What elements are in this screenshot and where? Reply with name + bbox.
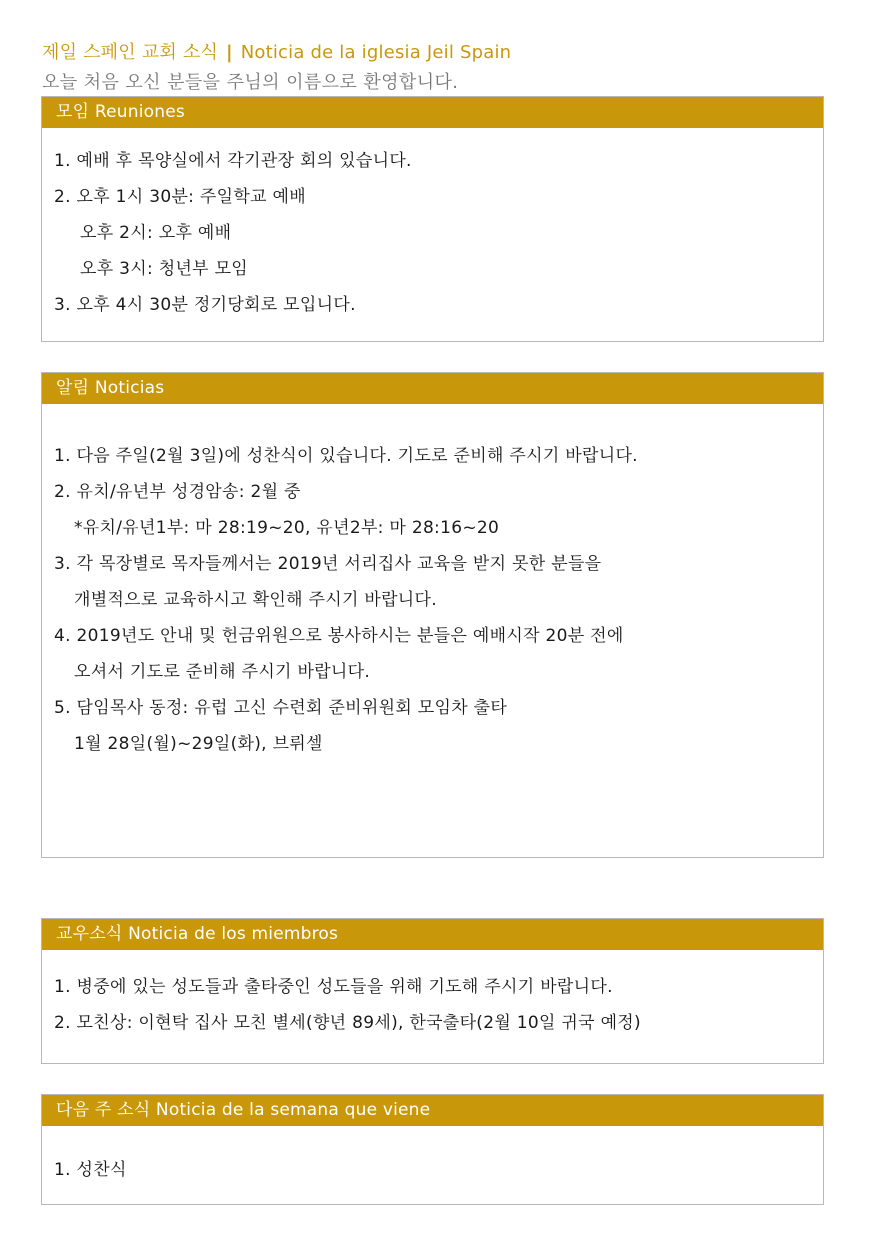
section-miembros — [41, 918, 824, 1064]
miembros-line-2: 2. 모친상: 이현탁 집사 모친 별세(향년 89세), 한국출타(2월 10일 귀국 예정) — [54, 1013, 641, 1033]
noticias-line-2: 2. 유치/유년부 성경암송: 2월 중 — [54, 482, 301, 502]
noticias-line-9: 1월 28일(월)~29일(화), 브뤼셀 — [74, 734, 323, 754]
miembros-line-1: 1. 병중에 있는 성도들과 출타중인 성도들을 위해 기도해 주시기 바랍니다. — [54, 977, 613, 997]
section-header-noticias: 알림 Noticias — [42, 373, 823, 404]
section-header-reuniones: 모임 Reuniones — [42, 97, 823, 128]
bulletin-title — [42, 38, 511, 64]
noticias-line-4: 3. 각 목장별로 목자들께서는 2019년 서리집사 교육을 받지 못한 분들을 — [54, 554, 602, 574]
noticias-line-5: 개별적으로 교육하시고 확인해 주시기 바랍니다. — [74, 590, 437, 610]
reuniones-line-4: 오후 3시: 청년부 모임 — [80, 259, 249, 279]
section-body-miembros — [42, 950, 823, 1041]
reuniones-line-1: 1. 예배 후 목양실에서 각기관장 회의 있습니다. — [54, 151, 412, 171]
reuniones-line-5: 3. 오후 4시 30분 정기당회로 모입니다. — [54, 295, 356, 315]
section-noticias — [41, 372, 824, 858]
noticias-line-3: *유치/유년1부: 마 28:19~20, 유년2부: 마 28:16~20 — [74, 518, 500, 538]
section-header-miembros: 교우소식 Noticia de los miembros — [42, 919, 823, 950]
noticias-line-1: 1. 다음 주일(2월 3일)에 성찬식이 있습니다. 기도로 준비해 주시기 바랍니다. — [54, 446, 638, 466]
section-body-noticias — [42, 404, 823, 762]
section-header-semana: 다음 주 소식 Noticia de la semana que viene — [42, 1095, 823, 1126]
welcome-subtitle: 오늘 처음 오신 분들을 주님의 이름으로 환영합니다. — [42, 72, 459, 93]
title-spanish: Noticia de la iglesia Jeil Spain — [240, 42, 512, 63]
section-reuniones — [41, 96, 824, 342]
section-semana — [41, 1094, 824, 1205]
semana-line-1: 1. 성찬식 — [54, 1160, 127, 1180]
reuniones-line-2: 2. 오후 1시 30분: 주일학교 예배 — [54, 187, 306, 207]
noticias-line-6: 4. 2019년도 안내 및 헌금위원으로 봉사하시는 분들은 예배시작 20분 전에 — [54, 626, 624, 646]
title-separator: | — [225, 42, 233, 63]
reuniones-line-3: 오후 2시: 오후 예배 — [80, 223, 232, 243]
noticias-line-8: 5. 담임목사 동정: 유럽 고신 수련회 준비위원회 모임차 출타 — [54, 698, 508, 718]
section-body-reuniones — [42, 128, 823, 323]
section-body-semana — [42, 1126, 823, 1188]
noticias-line-7: 오셔서 기도로 준비해 주시기 바랍니다. — [74, 662, 371, 682]
title-korean: 제일 스페인 교회 소식 — [42, 42, 219, 63]
